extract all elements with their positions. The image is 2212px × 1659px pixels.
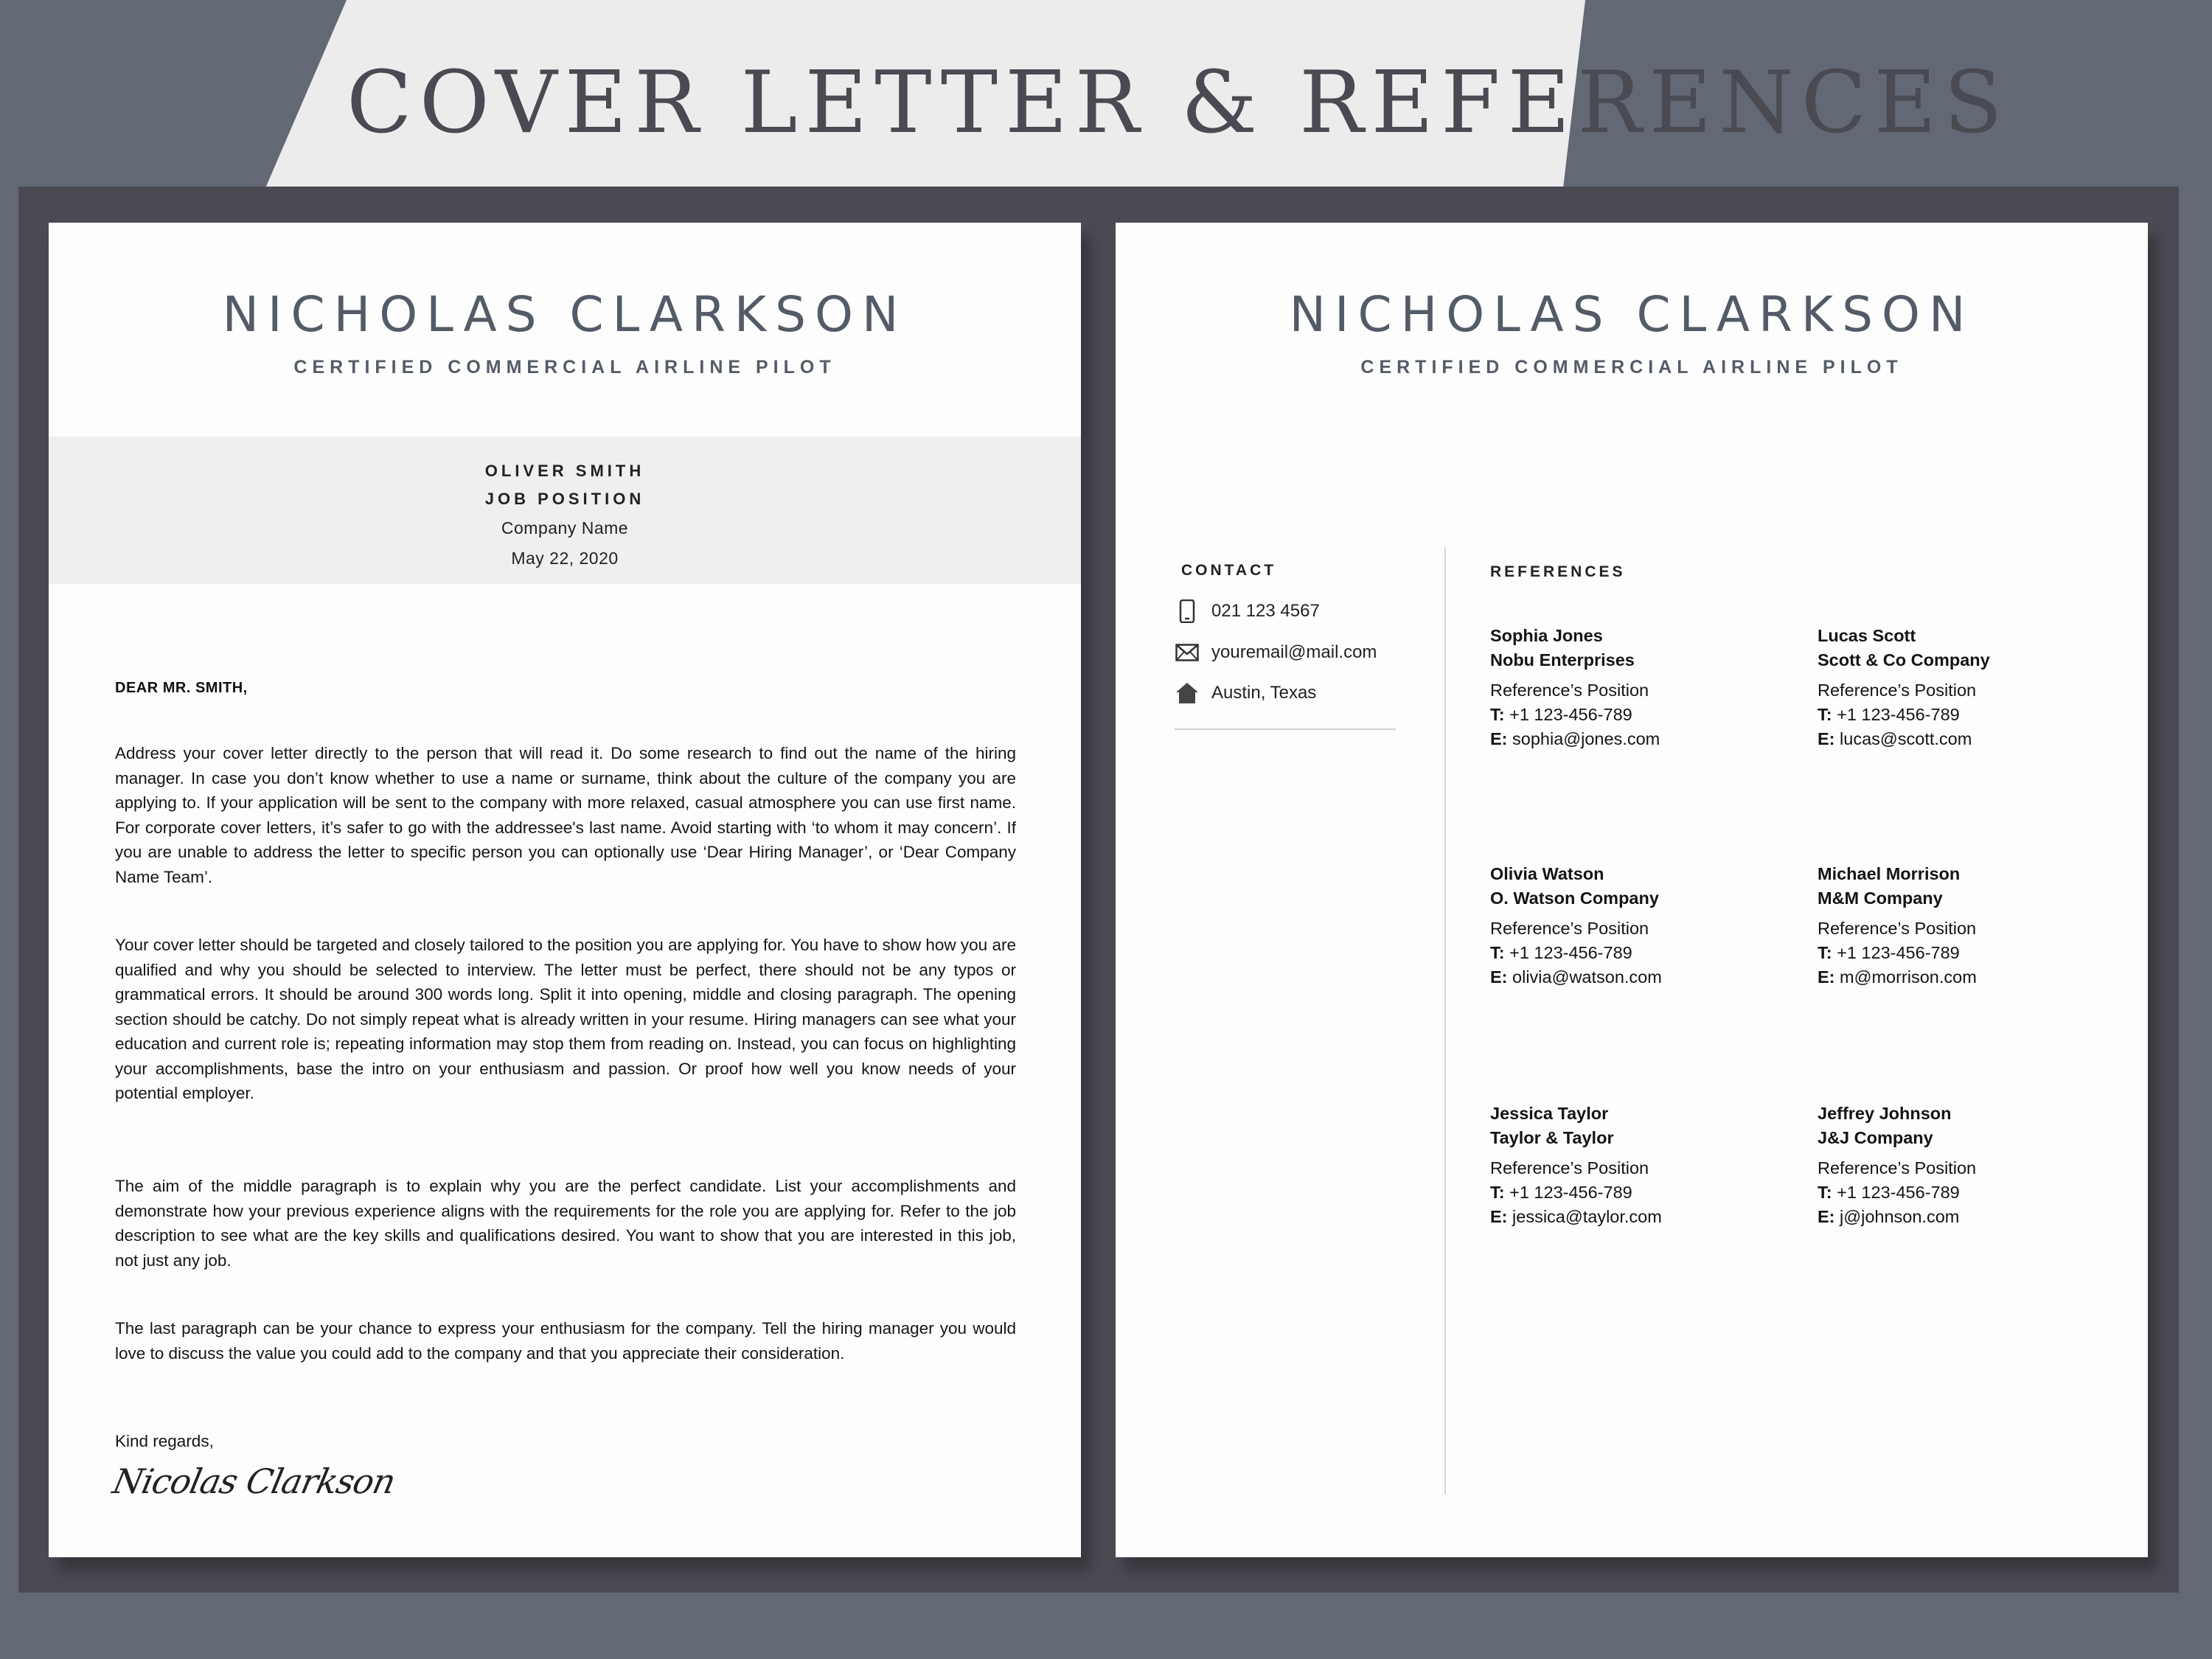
phone-label: T:: [1490, 1183, 1505, 1202]
email-label: E:: [1818, 967, 1835, 987]
reference-email: [1818, 1205, 2127, 1229]
banner-title: COVER LETTER & REFERENCES: [347, 53, 2010, 153]
reference-phone-value: +1 123-456-789: [1837, 705, 1960, 724]
reference-phone-value: +1 123-456-789: [1509, 1183, 1632, 1202]
contact-phone: [1175, 597, 1320, 626]
phone-label: T:: [1818, 1183, 1832, 1202]
paragraph-3: The aim of the middle paragraph is to explain why you are the perfect candidate. List your accomplishments and demonstrate how your previous experience aligns with the requirements for the role you are applying for. Refer to the job description to see what are the key skills and qualifications desired. You want to show that you are interested in this job, not just any job.: [115, 1177, 1016, 1270]
reference-name: Olivia Watson: [1490, 864, 1604, 883]
reference-email-value: jessica@taylor.com: [1512, 1207, 1662, 1226]
reference-company: Scott & Co Company: [1818, 650, 1990, 669]
reference-name: Sophia Jones: [1490, 626, 1603, 645]
recipient-block: [49, 437, 1081, 584]
reference-card: [1490, 1102, 1800, 1229]
signature: Nicolas Clarkson: [109, 1461, 399, 1501]
reference-card: [1818, 862, 2127, 990]
email-label: E:: [1818, 1207, 1835, 1226]
reference-name: Lucas Scott: [1818, 626, 1916, 645]
envelope-icon: [1175, 640, 1200, 665]
phone-label: T:: [1818, 943, 1832, 962]
applicant-title: CERTIFIED COMMERCIAL AIRLINE PILOT: [293, 357, 836, 378]
reference-position: Reference’s Position: [1818, 1158, 1977, 1178]
reference-email-value: lucas@scott.com: [1840, 729, 1972, 748]
applicant-title: CERTIFIED COMMERCIAL AIRLINE PILOT: [1360, 357, 1903, 378]
reference-position: Reference’s Position: [1490, 681, 1649, 700]
references-page: [1116, 223, 2148, 1557]
reference-email-value: j@johnson.com: [1840, 1207, 1960, 1226]
reference-phone-value: +1 123-456-789: [1837, 1183, 1960, 1202]
reference-position: Reference’s Position: [1490, 919, 1649, 938]
reference-email: [1818, 727, 2127, 751]
reference-card: [1490, 624, 1800, 751]
phone-label: T:: [1490, 943, 1505, 962]
reference-email: [1490, 965, 1800, 990]
letter-date: May 22, 2020: [511, 549, 619, 568]
email-label: E:: [1490, 1207, 1508, 1226]
contact-location-text: Austin, Texas: [1211, 683, 1317, 703]
reference-phone: [1490, 1180, 1800, 1205]
paragraph-2: Your cover letter should be targeted and closely tailored to the position you are applying for. You have to show how you are qualified and why you should be selected to interview. The letter must be perfect, there should not be any typos or grammatical errors. It should be around 300 words long. Split it into opening, middle and closing paragraph. The opening section should be catchy. Do not simply repeat what is already written in your resume. Hiring managers can see what your education and current role is; repeating information may stop them from reading on. Instead, you can focus on highlighting your accomplishments, base the intro on your enthusiasm and passion. Or proof how well you know needs of your potential employer.: [115, 936, 1016, 1102]
reference-card: [1818, 624, 2127, 751]
references-heading: REFERENCES: [1490, 563, 1626, 580]
reference-position: Reference’s Position: [1490, 1158, 1649, 1178]
contact-location: [1175, 678, 1316, 708]
reference-email-value: sophia@jones.com: [1512, 729, 1660, 748]
email-label: E:: [1490, 967, 1508, 987]
paragraph-1: Address your cover letter directly to the person that will read it. Do some research to find out the name of the hiring manager. In case you don’t know whether to use a name or surname, think about the culture of the company you are applying to. If your application will be sent to the company with more relaxed, casual atmosphere you can use first name. For corporate cover letters, it’s safer to go with the addressee's last name. Avoid starting with ‘to whom it may concern’. If you are unable to address the letter to specific person you can optionally use ‘Dear Hiring Manager’, or ‘Dear Company Name Team’.: [115, 744, 1016, 886]
reference-company: J&J Company: [1818, 1128, 1933, 1147]
salutation: DEAR MR. SMITH,: [115, 680, 248, 696]
phone-label: T:: [1490, 705, 1505, 724]
closing: Kind regards,: [115, 1432, 214, 1450]
reference-company: Taylor & Taylor: [1490, 1128, 1614, 1147]
reference-company: O. Watson Company: [1490, 888, 1659, 908]
reference-card: [1818, 1102, 2127, 1229]
reference-email-value: m@morrison.com: [1840, 967, 1977, 987]
reference-name: Jeffrey Johnson: [1818, 1104, 1952, 1123]
reference-company: M&M Company: [1818, 888, 1943, 908]
reference-phone: [1818, 703, 2127, 727]
reference-card: [1490, 862, 1800, 990]
reference-position: Reference’s Position: [1818, 919, 1977, 938]
home-icon: [1175, 681, 1200, 706]
recipient-company: Company Name: [501, 518, 629, 538]
reference-email-value: olivia@watson.com: [1512, 967, 1662, 987]
reference-phone-value: +1 123-456-789: [1509, 943, 1632, 962]
contact-heading: CONTACT: [1181, 562, 1277, 579]
reference-name: Michael Morrison: [1818, 864, 1961, 883]
reference-company: Nobu Enterprises: [1490, 650, 1635, 669]
reference-phone: [1490, 703, 1800, 727]
phone-label: T:: [1818, 705, 1832, 724]
recipient-position: JOB POSITION: [484, 490, 645, 508]
reference-email: [1818, 965, 2127, 990]
reference-email: [1490, 727, 1800, 751]
column-divider: [1444, 547, 1446, 1495]
reference-position: Reference’s Position: [1818, 681, 1977, 700]
cover-letter-page: [49, 223, 1081, 1557]
reference-phone: [1490, 941, 1800, 965]
applicant-name: NICHOLAS CLARKSON: [1289, 286, 1975, 343]
reference-phone: [1818, 941, 2127, 965]
contact-divider: [1175, 728, 1396, 730]
email-label: E:: [1818, 729, 1835, 748]
paragraph-4: The last paragraph can be your chance to express your enthusiasm for the company. Tell the hiring manager you would love to discuss the value you could add to the company and that you appreciate their consideration.: [115, 1319, 1016, 1363]
contact-phone-text: 021 123 4567: [1211, 601, 1320, 621]
reference-phone: [1818, 1180, 2127, 1205]
reference-email: [1490, 1205, 1800, 1229]
contact-email: [1175, 638, 1377, 667]
reference-phone-value: +1 123-456-789: [1509, 705, 1632, 724]
recipient-name: OLIVER SMITH: [484, 462, 645, 480]
reference-phone-value: +1 123-456-789: [1837, 943, 1960, 962]
phone-icon: [1175, 599, 1200, 624]
contact-email-text: youremail@mail.com: [1211, 642, 1377, 662]
applicant-name: NICHOLAS CLARKSON: [222, 286, 908, 343]
reference-name: Jessica Taylor: [1490, 1104, 1609, 1123]
email-label: E:: [1490, 729, 1508, 748]
